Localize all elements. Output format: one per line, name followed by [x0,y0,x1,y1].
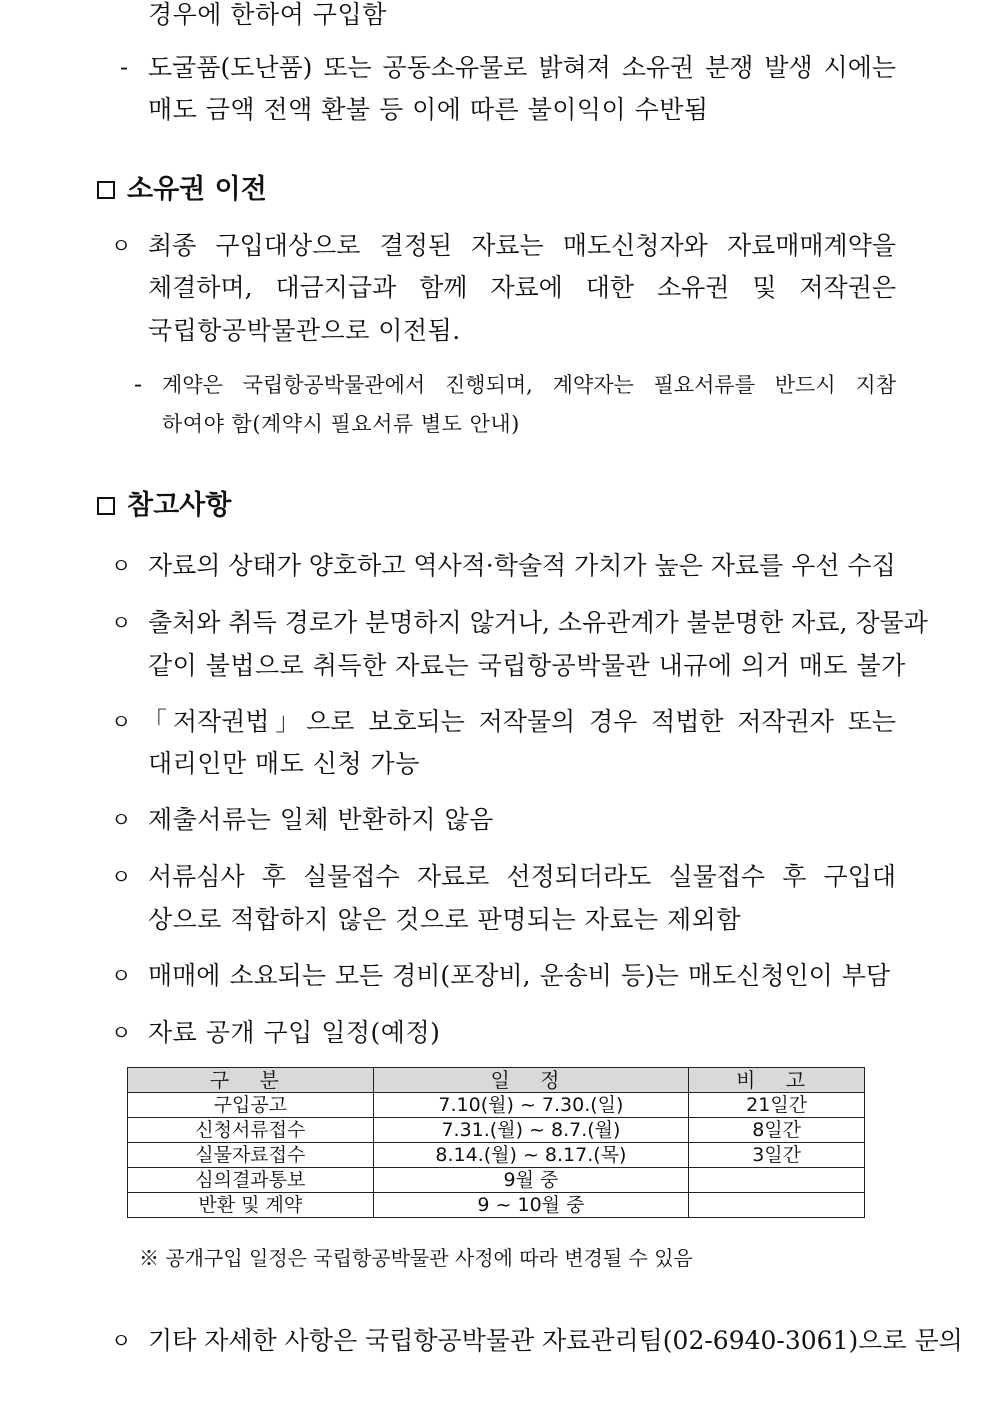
table-cell: 신청서류접수 [128,1118,374,1143]
table-row [128,1168,865,1193]
text-line: 하여야 함(계약시 필요서류 별도 안내) [162,412,520,436]
text-line: 최종 구입대상으로 결정된 자료는 매도신청자와 자료매매계약을 [148,231,896,260]
section-title: 소유권 이전 [127,174,267,205]
text-line: 계약은 국립항공박물관에서 진행되며, 계약자는 필요서류를 반드시 지참 [162,373,896,397]
table-header-row [128,1068,865,1093]
table-cell: 8일간 [689,1118,865,1143]
text-line: 같이 불법으로 취득한 자료는 국립항공박물관 내규에 의거 매도 불가 [148,651,906,680]
text-line: 자료 공개 구입 일정(예정) [148,1018,441,1047]
table-cell: 반환 및 계약 [128,1193,374,1218]
bullet-marker: ㅇ [111,1329,132,1353]
text-line: 매매에 소요되는 모든 경비(포장비, 운송비 등)는 매도신청인이 부담 [148,961,890,990]
table-cell: 3일간 [689,1143,865,1168]
text-line: 국립항공박물관으로 이전됨. [148,316,461,345]
text-line: 「저작권법」으로 보호되는 저작물의 경우 적법한 저작권자 또는 [142,707,896,736]
column-header: 구 분 [128,1068,374,1093]
table-cell: 실물자료접수 [128,1143,374,1168]
checkbox-square-icon [97,497,115,515]
table-row [128,1118,865,1143]
bullet-marker: ㅇ [111,964,132,988]
table-cell: 7.31.(월) ~ 8.7.(월) [373,1118,689,1143]
table-cell [689,1168,865,1193]
bullet-marker: ㅇ [111,865,132,889]
text-line: 출처와 취득 경로가 분명하지 않거나, 소유관계가 불분명한 자료, 장물과 [148,608,928,637]
section-heading-ownership [97,176,267,203]
schedule-note: ※ 공개구입 일정은 국립항공박물관 사정에 따라 변경될 수 있음 [139,1246,693,1270]
table-cell [689,1193,865,1218]
text-line: 도굴품(도난품) 또는 공동소유물로 밝혀져 소유권 분쟁 발생 시에는 [148,53,896,82]
table-cell: 심의결과통보 [128,1168,374,1193]
bullet-marker: ㅇ [111,710,132,734]
bullet-marker: ㅇ [111,808,132,832]
dash-marker: - [120,53,129,81]
bullet-marker: ㅇ [111,234,132,258]
text-line: 대리인만 매도 신청 가능 [148,749,420,778]
checkbox-square-icon [97,181,115,199]
table-row [128,1093,865,1118]
schedule-table [127,1067,865,1218]
section-title: 참고사항 [127,490,232,521]
text-line: 상으로 적합하지 않은 것으로 판명되는 자료는 제외함 [148,905,741,934]
text-line: 매도 금액 전액 환불 등 이에 따른 불이익이 수반됨 [148,95,709,124]
bullet-marker: ㅇ [111,1021,132,1045]
text-line: 기타 자세한 사항은 국립항공박물관 자료관리팀(02-6940-3061)으로 문의 [148,1326,963,1355]
table-cell: 8.14.(월) ~ 8.17.(목) [373,1143,689,1168]
text-line: 제출서류는 일체 반환하지 않음 [148,805,494,834]
column-header: 비 고 [689,1068,865,1093]
bullet-marker: ㅇ [111,611,132,635]
column-header: 일 정 [373,1068,689,1093]
table-cell: 21일간 [689,1093,865,1118]
section-heading-notes [97,492,231,519]
text-line: 자료의 상태가 양호하고 역사적·학술적 가치가 높은 자료를 우선 수집 [148,551,896,580]
dash-marker: - [134,370,143,398]
table-row [128,1193,865,1218]
table-cell: 9월 중 [373,1168,689,1193]
text-line: 체결하며, 대금지급과 함께 자료에 대한 소유권 및 저작권은 [148,273,896,302]
text-line: 서류심사 후 실물접수 자료로 선정되더라도 실물접수 후 구입대 [148,862,896,891]
table-row [128,1143,865,1168]
table-cell: 구입공고 [128,1093,374,1118]
table-cell: 7.10(월) ~ 7.30.(일) [373,1093,689,1118]
table-cell: 9 ~ 10월 중 [373,1193,689,1218]
bullet-marker: ㅇ [111,554,132,578]
text-line: 경우에 한하여 구입함 [148,0,387,29]
